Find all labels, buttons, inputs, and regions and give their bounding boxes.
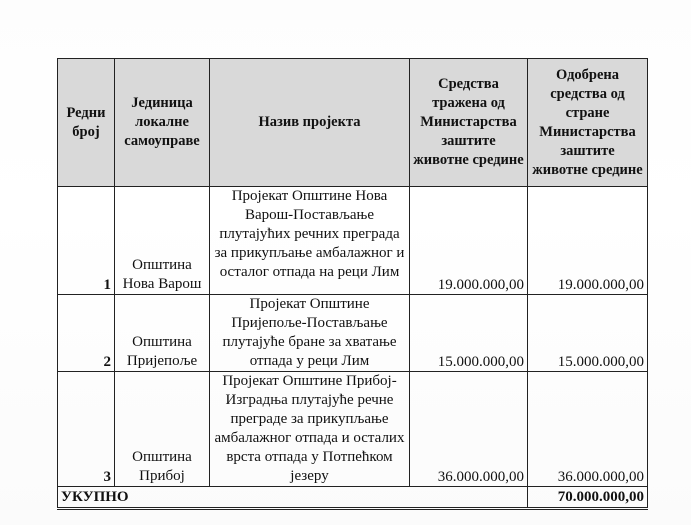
- row-approved: 15.000.000,00: [528, 295, 648, 372]
- row-requested: 15.000.000,00: [410, 295, 528, 372]
- total-label: УКУПНО: [58, 487, 528, 509]
- row-requested: 19.000.000,00: [410, 187, 528, 295]
- header-unit: Јединица локалне самоуправе: [115, 59, 210, 187]
- row-unit: Општина Пријепоље: [115, 295, 210, 372]
- header-approved: Одобрена средства од стране Министарства заштите животне средине: [528, 59, 648, 187]
- table-header-row: [58, 59, 648, 187]
- table-row: [58, 295, 648, 372]
- funding-table: [57, 58, 648, 510]
- row-requested: 36.000.000,00: [410, 372, 528, 487]
- row-number: 1: [58, 187, 115, 295]
- row-unit: Општина Прибој: [115, 372, 210, 487]
- row-project: Пројекат Општине Пријепоље-Постављање плутајуће бране за хватање отпада у реци Лим: [210, 295, 410, 372]
- row-number: 3: [58, 372, 115, 487]
- table-row: [58, 187, 648, 295]
- row-approved: 19.000.000,00: [528, 187, 648, 295]
- row-project: Пројекат Општине Нова Варош-Постављање плутајућих речних преграда за прикупљање амбалажног и осталог отпада на реци Лим: [210, 187, 410, 295]
- header-requested: Средства тражена од Министарства заштите животне средине: [410, 59, 528, 187]
- row-approved: 36.000.000,00: [528, 372, 648, 487]
- total-row: [58, 487, 648, 509]
- row-project: Пројекат Општине Прибој-Изградња плутајуће речне преграде за прикупљање амбалажног отпада и осталих врста отпада у Потпећком језеру: [210, 372, 410, 487]
- row-number: 2: [58, 295, 115, 372]
- total-value: 70.000.000,00: [528, 487, 648, 509]
- table-row: [58, 372, 648, 487]
- header-number: Редни број: [58, 59, 115, 187]
- row-unit: Општина Нова Варош: [115, 187, 210, 295]
- header-project: Назив пројекта: [210, 59, 410, 187]
